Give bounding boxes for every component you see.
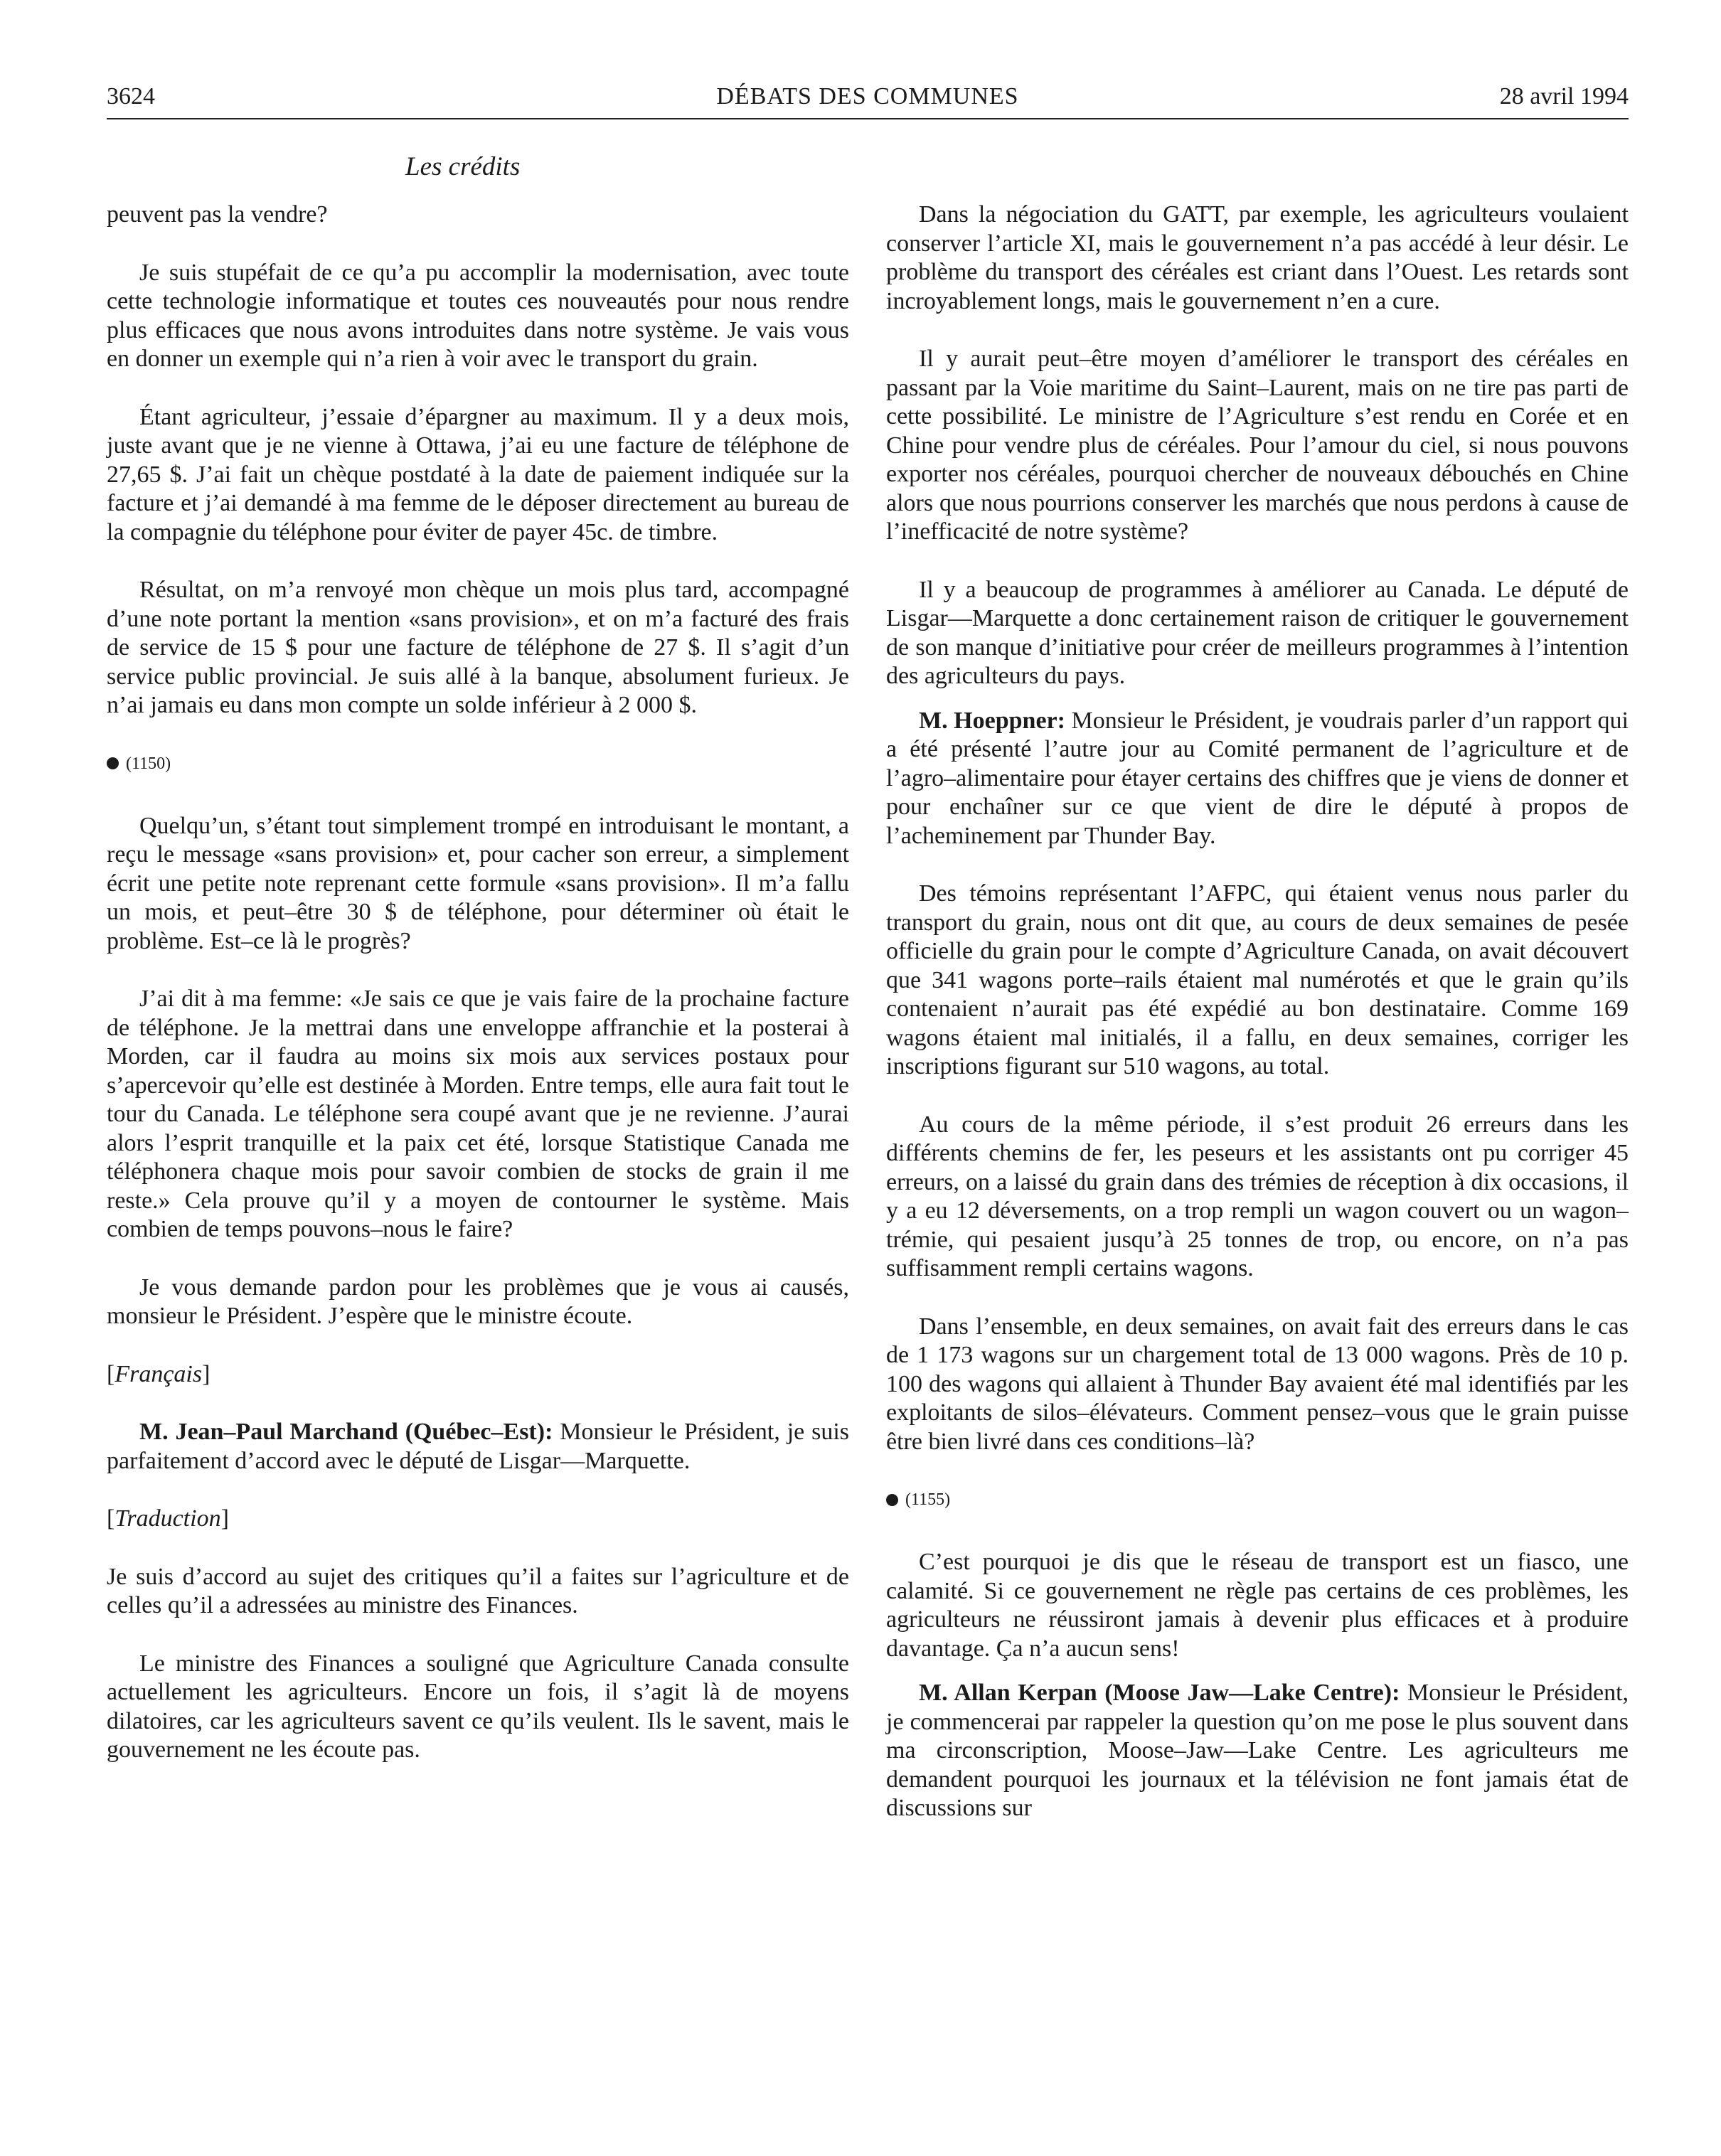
- language-tag-text: Français: [114, 1360, 203, 1387]
- speech-text: Monsieur le Président, je voudrais parler d’un rapport qui a été présenté l’autre jour au Comité permanent de l’agriculture et de l’agro–alimentaire pour étayer certains des chiffres que je viens de donner et pour enchaîner sur ce que vient de dire le député à propos de l’acheminement par Thunder Bay.: [886, 707, 1629, 849]
- paragraph: Il y aurait peut–être moyen d’améliorer le transport des céréales en passant par la Voie maritime du Saint–Laurent, mais on ne tire pas parti de cette possibilité. Le ministre de l’Agriculture s’est rendu en Corée et en Chine pour vendre plus de céréales. Pour l’amour du ciel, si nous pouvons exporter nos céréales, pourquoi chercher de nouveaux débouchés en Chine alors que nous pourrions conserver les marchés que nous perdons à cause de l’inefficacité de notre système?: [886, 346, 1629, 545]
- speech-text: Monsieur le Président, je suis parfaitement d’accord avec le député de Lisgar—Marquette.: [107, 1419, 849, 1474]
- speech: [107, 1418, 849, 1475]
- left-column: [107, 201, 849, 1794]
- section-title: Les crédits: [405, 152, 521, 181]
- paragraph: Le ministre des Finances a souligné que Agriculture Canada consulte actuellement les agriculteurs. Encore un fois, il s’agit là de moyens dilatoires, car les agriculteurs savent ce qu’ils veulent. Ils le savent, mais le gouvernement ne les écoute pas.: [107, 1650, 849, 1763]
- paragraph: Au cours de la même période, il s’est produit 26 erreurs dans les différents chemins de fer, les peseurs et les assistants ont pu corriger 45 erreurs, on a laissé du grain dans des trémies de réception à dix occasions, il y a eu 12 déversements, on a trop rempli un wagon couvert ou un wagon–trémie, qui pesaient jusqu’à 25 tonnes de trop, ou encore, on n’a pas suffisamment rempli certains wagons.: [886, 1111, 1629, 1281]
- header-rule: [107, 118, 1629, 119]
- speaker-name: M. Allan Kerpan (Moose Jaw—Lake Centre):: [919, 1680, 1400, 1706]
- language-tag-text: Traduction: [114, 1505, 221, 1532]
- speaker-name: M. Hoeppner:: [919, 707, 1065, 734]
- timestamp-text: (1150): [126, 754, 171, 773]
- bullet-icon: [886, 1494, 898, 1506]
- paragraph: Étant agriculteur, j’essaie d’épargner au maximum. Il y a deux mois, juste avant que je ne vienne à Ottawa, j’ai eu une facture de téléphone de 27,65 $. J’ai fait un chèque postdaté à la date de paiement indiquée sur la facture et j’ai demandé à ma femme de le déposer directement au bureau de la compagnie du téléphone pour éviter de payer 45c. de timbre.: [107, 403, 849, 545]
- speech: [886, 1679, 1629, 1823]
- speech: [886, 707, 1629, 851]
- page-header: [107, 77, 1629, 119]
- paragraph: C’est pourquoi je dis que le réseau de transport est un fiasco, une calamité. Si ce gouvernement ne règle pas certains de ces problèmes, les agriculteurs ne réussiront jamais à devenir plus efficaces et à produire davantage. Ça n’a aucun sens!: [886, 1549, 1629, 1662]
- paragraph: Je vous demande pardon pour les problèmes que je vous ai causés, monsieur le Président. J’espère que le ministre écoute.: [107, 1274, 849, 1329]
- timestamp-text: (1155): [905, 1490, 951, 1509]
- timestamp-marker: [886, 1485, 1629, 1514]
- page-date: 28 avril 1994: [1499, 83, 1629, 110]
- paragraph: J’ai dit à ma femme: «Je sais ce que je vais faire de la prochaine facture de téléphone. Je la mettrai dans une enveloppe affranchie et la posterai à Morden, car il faudra au moins six mois aux services postaux pour s’apercevoir qu’elle est destinée à Morden. Entre temps, elle aura fait tout le tour du Canada. Le téléphone sera coupé avant que je ne revienne. J’aurai alors l’esprit tranquille et la paix cet été, lorsque Statistique Canada me téléphonera chaque mois pour savoir combien de stocks de grain il me reste.» Cela prouve qu’il y a moyen de contourner le système. Mais combien de temps pouvons–nous le faire?: [107, 986, 849, 1242]
- paragraph: Résultat, on m’a renvoyé mon chèque un mois plus tard, accompagné d’une note portant la mention «sans provision», et on m’a facturé des frais de service de 15 $ pour une facture de téléphone de 27 $. Il s’agit d’un service public provincial. Je suis allé à la banque, absolument furieux. Je n’ai jamais eu dans mon compte un solde inférieur à 2 000 $.: [107, 577, 849, 718]
- page-title: DÉBATS DES COMMUNES: [716, 83, 1019, 110]
- language-tag: [Traduction]: [107, 1505, 229, 1532]
- paragraph: Des témoins représentant l’AFPC, qui étaient venus nous parler du transport du grain, nous ont dit que, au cours de deux semaines de pesée officielle du grain pour le compte d’Agriculture Canada, on avait découvert que 341 wagons porte–rails étaient mal numérotés et que le grain qu’ils contenaient n’aurait pas été expédié au bon destinataire. Comme 169 wagons étaient mal initialés, il a fallu, en deux semaines, corriger les inscriptions figurant sur 510 wagons, au total.: [886, 880, 1629, 1079]
- page-number: 3624: [107, 83, 155, 110]
- paragraph: Dans l’ensemble, en deux semaines, on avait fait des erreurs dans le cas de 1 173 wagons sur un chargement total de 13 000 wagons. Près de 10 p. 100 des wagons qui allaient à Thunder Bay avaient été mal identifiés par les exploitants de silos–élévateurs. Comment pensez–vous que le grain puisse être bien livré dans ces conditions–là?: [886, 1313, 1629, 1455]
- speech-text: Monsieur le Président, je commencerai par rappeler la question qu’on me pose le plus souvent dans ma circonscription, Moose–Jaw—Lake Centre. Les agriculteurs me demandent pourquoi les journaux et la télévision ne font jamais état de discussions sur: [886, 1680, 1629, 1821]
- paragraph: Il y a beaucoup de programmes à améliorer au Canada. Le député de Lisgar—Marquette a donc certainement raison de critiquer le gouvernement de son manque d’initiative pour créer de meilleurs programmes à l’intention des agriculteurs du pays.: [886, 576, 1629, 689]
- paragraph: peuvent pas la vendre?: [107, 201, 328, 228]
- paragraph: Je suis stupéfait de ce qu’a pu accomplir la modernisation, avec toute cette technologie informatique et toutes ces nouveautés pour nous rendre plus efficaces que nous avons introduites dans notre système. Je vais vous en donner un exemple qui n’a rien à voir avec le transport du grain.: [107, 259, 849, 372]
- language-tag: [Français]: [107, 1360, 211, 1387]
- paragraph: Je suis d’accord au sujet des critiques qu’il a faites sur l’agriculture et de celles qu’il a adressées au ministre des Finances.: [107, 1563, 849, 1618]
- timestamp-marker: [107, 749, 849, 778]
- speaker-name: M. Jean–Paul Marchand (Québec–Est):: [139, 1419, 553, 1445]
- paragraph: Quelqu’un, s’étant tout simplement trompé en introduisant le montant, a reçu le message «sans provision» et, pour cacher son erreur, a simplement écrit une petite note reprenant cette formule «sans provision». Il m’a fallu un mois, et peut–être 30 $ de téléphone, pour déterminer où était le problème. Est–ce là le progrès?: [107, 812, 849, 954]
- bullet-icon: [107, 757, 119, 769]
- right-column: [886, 201, 1629, 1852]
- paragraph: Dans la négociation du GATT, par exemple, les agriculteurs voulaient conserver l’article XI, mais le gouvernement n’a pas accédé à leur désir. Le problème du transport des céréales est criant dans l’Ouest. Les retards sont incroyablement longs, mais le gouvernement n’en a cure.: [886, 201, 1629, 314]
